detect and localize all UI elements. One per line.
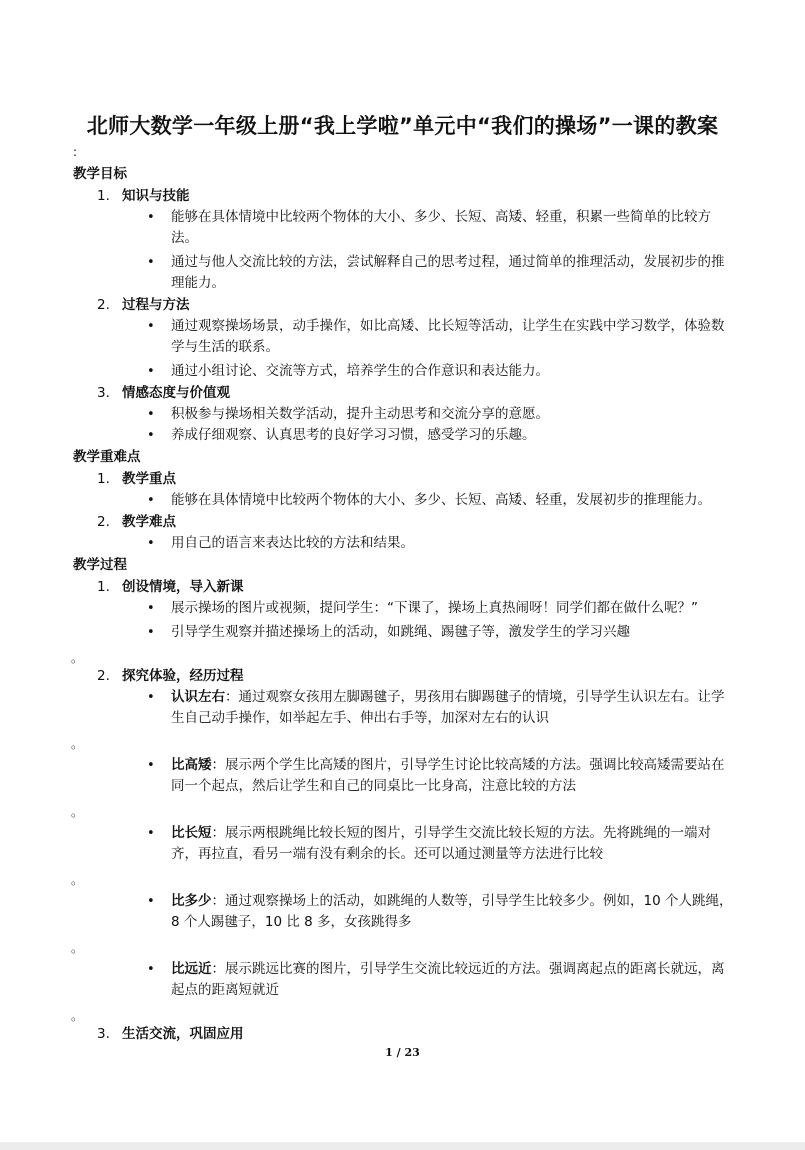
bullet-item bbox=[73, 404, 733, 425]
numbered-item bbox=[73, 468, 733, 490]
bullet-dot: • bbox=[147, 210, 155, 225]
bullet-text: ：通过观察操场上的活动，如跳绳的人数等，引导学生比较多少。例如，10 个人跳绳，8 个人踢毽子，10 比 8 多，女孩跳得多 bbox=[171, 893, 733, 930]
bullet-item bbox=[73, 959, 733, 1001]
bullet-text: 引导学生观察并描述操场上的活动，如跳绳、踢毽子等，激发学生的学习兴趣 bbox=[171, 624, 630, 640]
bullet-dot: • bbox=[147, 625, 155, 640]
bullet-term: 比高矮 bbox=[171, 757, 212, 773]
numbered-item bbox=[73, 382, 733, 404]
bullet-text: 积极参与操场相关数学活动，提升主动思考和交流分享的意愿。 bbox=[171, 406, 549, 422]
bullet-dot: • bbox=[147, 255, 155, 270]
bullet-text: 通过与他人交流比较的方法，尝试解释自己的思考过程，通过简单的推理活动，发展初步的推理能力。 bbox=[171, 254, 725, 291]
bullet-text: 展示操场的图片或视频，提问学生：“下课了，操场上真热闹呀！同学们都在做什么呢？” bbox=[171, 600, 698, 616]
item-number: 2. bbox=[97, 668, 110, 684]
period-mark: 。 bbox=[71, 737, 84, 751]
document-body bbox=[73, 163, 733, 1045]
item-title: 探究体验，经历过程 bbox=[122, 668, 244, 684]
item-number: 2. bbox=[97, 514, 110, 530]
period-mark: 。 bbox=[71, 1009, 84, 1023]
bullet-item bbox=[73, 598, 733, 619]
bullet-item bbox=[73, 755, 733, 797]
bullet-text: 用自己的语言来表达比较的方法和结果。 bbox=[171, 535, 414, 551]
colon-mark: : bbox=[73, 145, 78, 159]
bullet-dot: • bbox=[147, 407, 155, 422]
bullet-item bbox=[73, 687, 733, 729]
bullet-dot: • bbox=[147, 536, 155, 551]
numbered-item bbox=[73, 511, 733, 533]
item-number: 3. bbox=[97, 1026, 110, 1042]
item-title: 生活交流，巩固应用 bbox=[122, 1026, 244, 1042]
item-number: 1. bbox=[97, 188, 110, 204]
item-title: 教学重点 bbox=[122, 471, 176, 487]
bullet-item bbox=[73, 823, 733, 865]
section-heading-process: 教学过程 bbox=[73, 557, 127, 573]
period-mark: 。 bbox=[71, 941, 84, 955]
bullet-text: ：展示两个学生比高矮的图片，引导学生讨论比较高矮的方法。强调比较高矮需要站在同一个起点，然后让学生和自己的同桌比一比身高，注意比较的方法 bbox=[171, 757, 725, 794]
bullet-item bbox=[73, 316, 733, 358]
bullet-text: 通过小组讨论、交流等方式，培养学生的合作意识和表达能力。 bbox=[171, 363, 549, 379]
bullet-dot: • bbox=[147, 319, 155, 334]
period-mark: 。 bbox=[71, 873, 84, 887]
bullet-text: ：展示两根跳绳比较长短的图片，引导学生交流比较长短的方法。先将跳绳的一端对齐，再拉直，看另一端有没有剩余的长。还可以通过测量等方法进行比较 bbox=[171, 825, 711, 862]
bullet-item bbox=[73, 891, 733, 933]
bullet-text: ：展示跳远比赛的图片，引导学生交流比较远近的方法。强调离起点的距离长就远，离起点的距离短就近 bbox=[171, 961, 725, 998]
bullet-item bbox=[73, 533, 733, 554]
bullet-term: 比长短 bbox=[171, 825, 212, 841]
item-title: 教学难点 bbox=[122, 514, 176, 530]
numbered-item bbox=[73, 185, 733, 207]
period-mark: 。 bbox=[71, 651, 84, 665]
bullet-item bbox=[73, 252, 733, 294]
item-title: 创设情境，导入新课 bbox=[122, 579, 244, 595]
bullet-text: 能够在具体情境中比较两个物体的大小、多少、长短、高矮、轻重，积累一些简单的比较方法。 bbox=[171, 209, 711, 246]
numbered-item bbox=[73, 665, 733, 687]
item-number: 1. bbox=[97, 471, 110, 487]
bullet-term: 认识左右 bbox=[171, 689, 225, 705]
bullet-dot: • bbox=[147, 690, 155, 705]
bullet-dot: • bbox=[147, 962, 155, 977]
numbered-item bbox=[73, 294, 733, 316]
bullet-term: 比远近 bbox=[171, 961, 212, 977]
bullet-dot: • bbox=[147, 428, 155, 443]
page-title: 北师大数学一年级上册“我上学啦”单元中“我们的操场”一课的教案 bbox=[86, 114, 719, 138]
bullet-dot: • bbox=[147, 894, 155, 909]
numbered-item bbox=[73, 576, 733, 598]
section-heading-goals: 教学目标 bbox=[73, 166, 127, 182]
item-number: 1. bbox=[97, 579, 110, 595]
item-number: 2. bbox=[97, 297, 110, 313]
bullet-term: 比多少 bbox=[171, 893, 212, 909]
bullet-dot: • bbox=[147, 758, 155, 773]
bullet-dot: • bbox=[147, 364, 155, 379]
section-heading-keys: 教学重难点 bbox=[73, 449, 141, 465]
item-title: 情感态度与价值观 bbox=[122, 385, 230, 401]
bullet-text: 通过观察操场场景，动手操作，如比高矮、比长短等活动，让学生在实践中学习数学，体验数学与生活的联系。 bbox=[171, 318, 725, 355]
page-number: 1 / 23 bbox=[385, 1046, 420, 1059]
item-number: 3. bbox=[97, 385, 110, 401]
bullet-text: 养成仔细观察、认真思考的良好学习习惯，感受学习的乐趣。 bbox=[171, 427, 536, 443]
bullet-dot: • bbox=[147, 493, 155, 508]
bullet-item bbox=[73, 622, 733, 643]
bullet-text: ：通过观察女孩用左脚踢毽子，男孩用右脚踢毽子的情境，引导学生认识左右。让学生自己动手操作，如举起左手、伸出右手等，加深对左右的认识 bbox=[171, 689, 725, 726]
bullet-item bbox=[73, 207, 733, 249]
item-title: 知识与技能 bbox=[122, 188, 190, 204]
period-mark: 。 bbox=[71, 805, 84, 819]
bullet-text: 能够在具体情境中比较两个物体的大小、多少、长短、高矮、轻重，发展初步的推理能力。 bbox=[171, 492, 711, 508]
numbered-item bbox=[73, 1023, 733, 1045]
bullet-item bbox=[73, 490, 733, 511]
bullet-dot: • bbox=[147, 826, 155, 841]
bullet-dot: • bbox=[147, 601, 155, 616]
bullet-item bbox=[73, 425, 733, 446]
item-title: 过程与方法 bbox=[122, 297, 190, 313]
bullet-item bbox=[73, 361, 733, 382]
